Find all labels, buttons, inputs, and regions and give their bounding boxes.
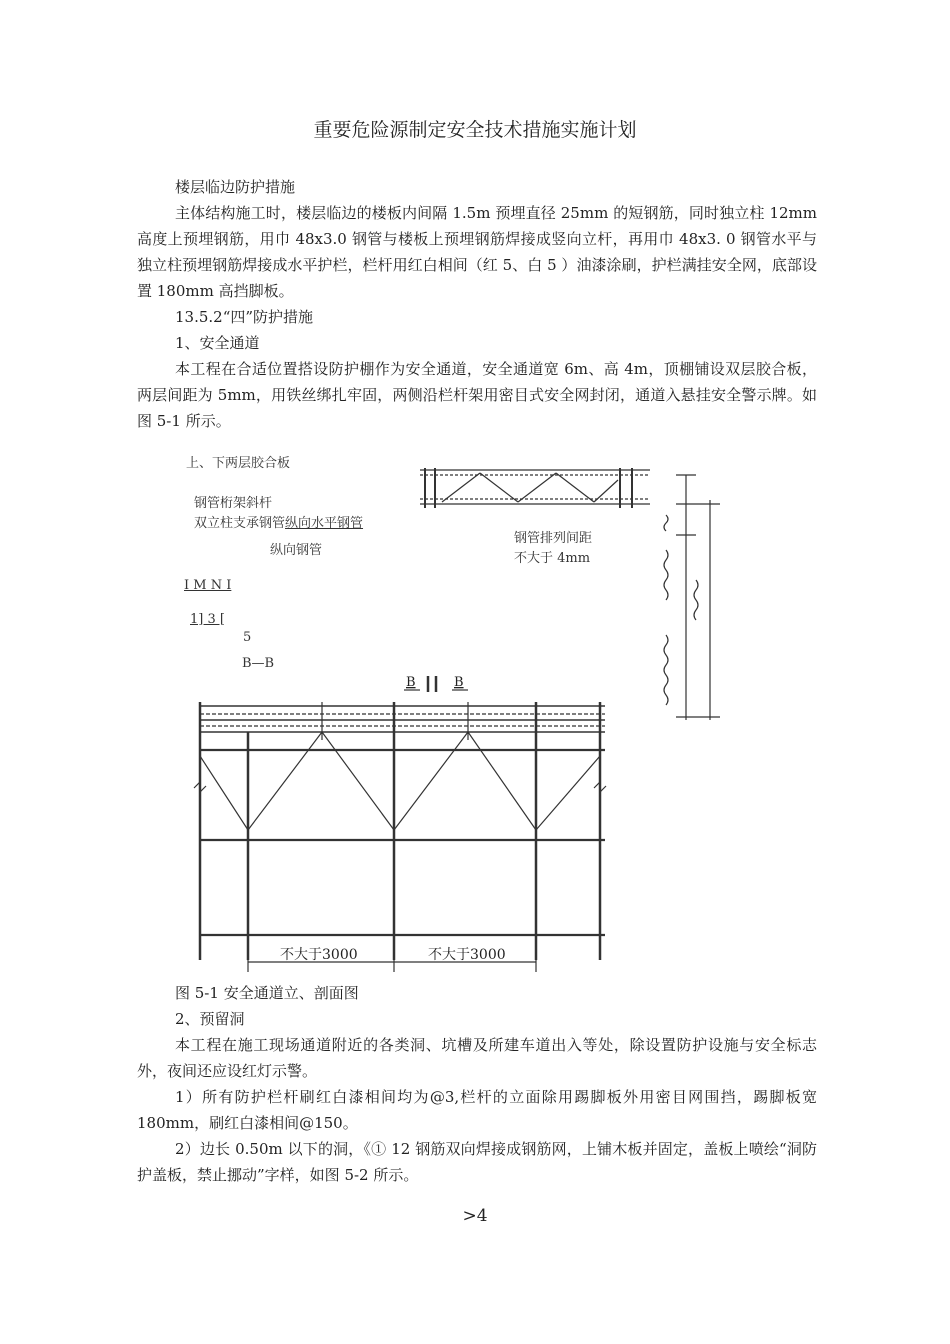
- label-plywood: 上、下两层胶合板: [186, 456, 291, 471]
- label-spacing-2: 不大于 4mm: [514, 551, 591, 566]
- section-mark-left: B: [406, 675, 416, 690]
- page-number: >4: [462, 1206, 488, 1226]
- paragraph-openings-body: 本工程在施工现场通道附近的各类洞、坑槽及所建车道出入等处，除设置防护设施与安全标志外，夜间还应设红灯示警。: [137, 1036, 817, 1080]
- label-section: B—B: [242, 656, 275, 671]
- top-section-view: [420, 468, 650, 508]
- paragraph-section-heading: 13.5.2“四”防护措施: [175, 308, 314, 326]
- page-title: 重要危险源制定安全技术措施实施计划: [313, 119, 637, 141]
- paragraph-item-2: 2）边长 0.50m 以下的洞，《① 12 钢筋双向焊接成钢筋网，上铺木板并固定，盖板上喷绘“洞防护盖板，禁止挪动”字样，如图 5-2 所示。: [137, 1140, 817, 1184]
- right-dimension-marks: [664, 475, 720, 720]
- main-elevation: [194, 702, 606, 960]
- paragraph-edge-body: 主体结构施工时，楼层临边的楼板内间隔 1.5m 预埋直径 25mm 的短钢筋，同时独立柱 12mm 高度上预埋钢筋，用巾 48x3.0 钢管与楼板上预埋钢筋焊接成竖向立杆，再用巾 48x3. 0 钢管水平与独立柱预埋钢筋焊接成水平护栏，栏杆用红白相间（红 5、白 5 ）油漆涂刷，护栏满挂安全网，底部设置 180mm 高挡脚板。: [137, 204, 817, 300]
- dimension-left: 不大于3000: [280, 947, 358, 963]
- label-longitudinal: 纵向钢管: [270, 543, 323, 558]
- paragraph-item-1: 1）所有防护栏杆刷红白漆相间均为@3,栏杆的立面除用踢脚板外用密目网围挡，踢脚板宽 180mm，刷红白漆相间@150。: [137, 1088, 817, 1132]
- section-mark-right: B: [454, 675, 464, 690]
- label-five: 5: [243, 630, 252, 645]
- paragraph-subheading-openings: 2、预留洞: [175, 1010, 245, 1028]
- label-imni: I M N I: [184, 578, 232, 593]
- paragraph-heading-edge: 楼层临边防护措施: [175, 178, 296, 196]
- label-spacing-1: 钢管排列间距: [514, 531, 593, 546]
- dimension-right: 不大于3000: [428, 947, 506, 963]
- label-double-column: 双立柱支承钢管纵向水平钢管: [194, 516, 364, 531]
- paragraph-subheading-passage: 1、安全通道: [175, 334, 260, 352]
- label-code: 1] 3 [: [190, 612, 225, 627]
- paragraph-passage-body: 本工程在合适位置搭设防护棚作为安全通道，安全通道宽 6m、高 4m，顶棚铺设双层胶合板，两层间距为 5mm，用铁丝绑扎牢固，两侧沿栏杆架用密目式安全网封闭，通道入悬挂安全警示牌。如图 5-1 所示。: [137, 360, 817, 430]
- section-elevation-drawing: [180, 440, 740, 980]
- label-truss-brace: 钢管桁架斜杆: [194, 496, 273, 511]
- figure-caption: 图 5-1 安全通道立、剖面图: [175, 984, 359, 1002]
